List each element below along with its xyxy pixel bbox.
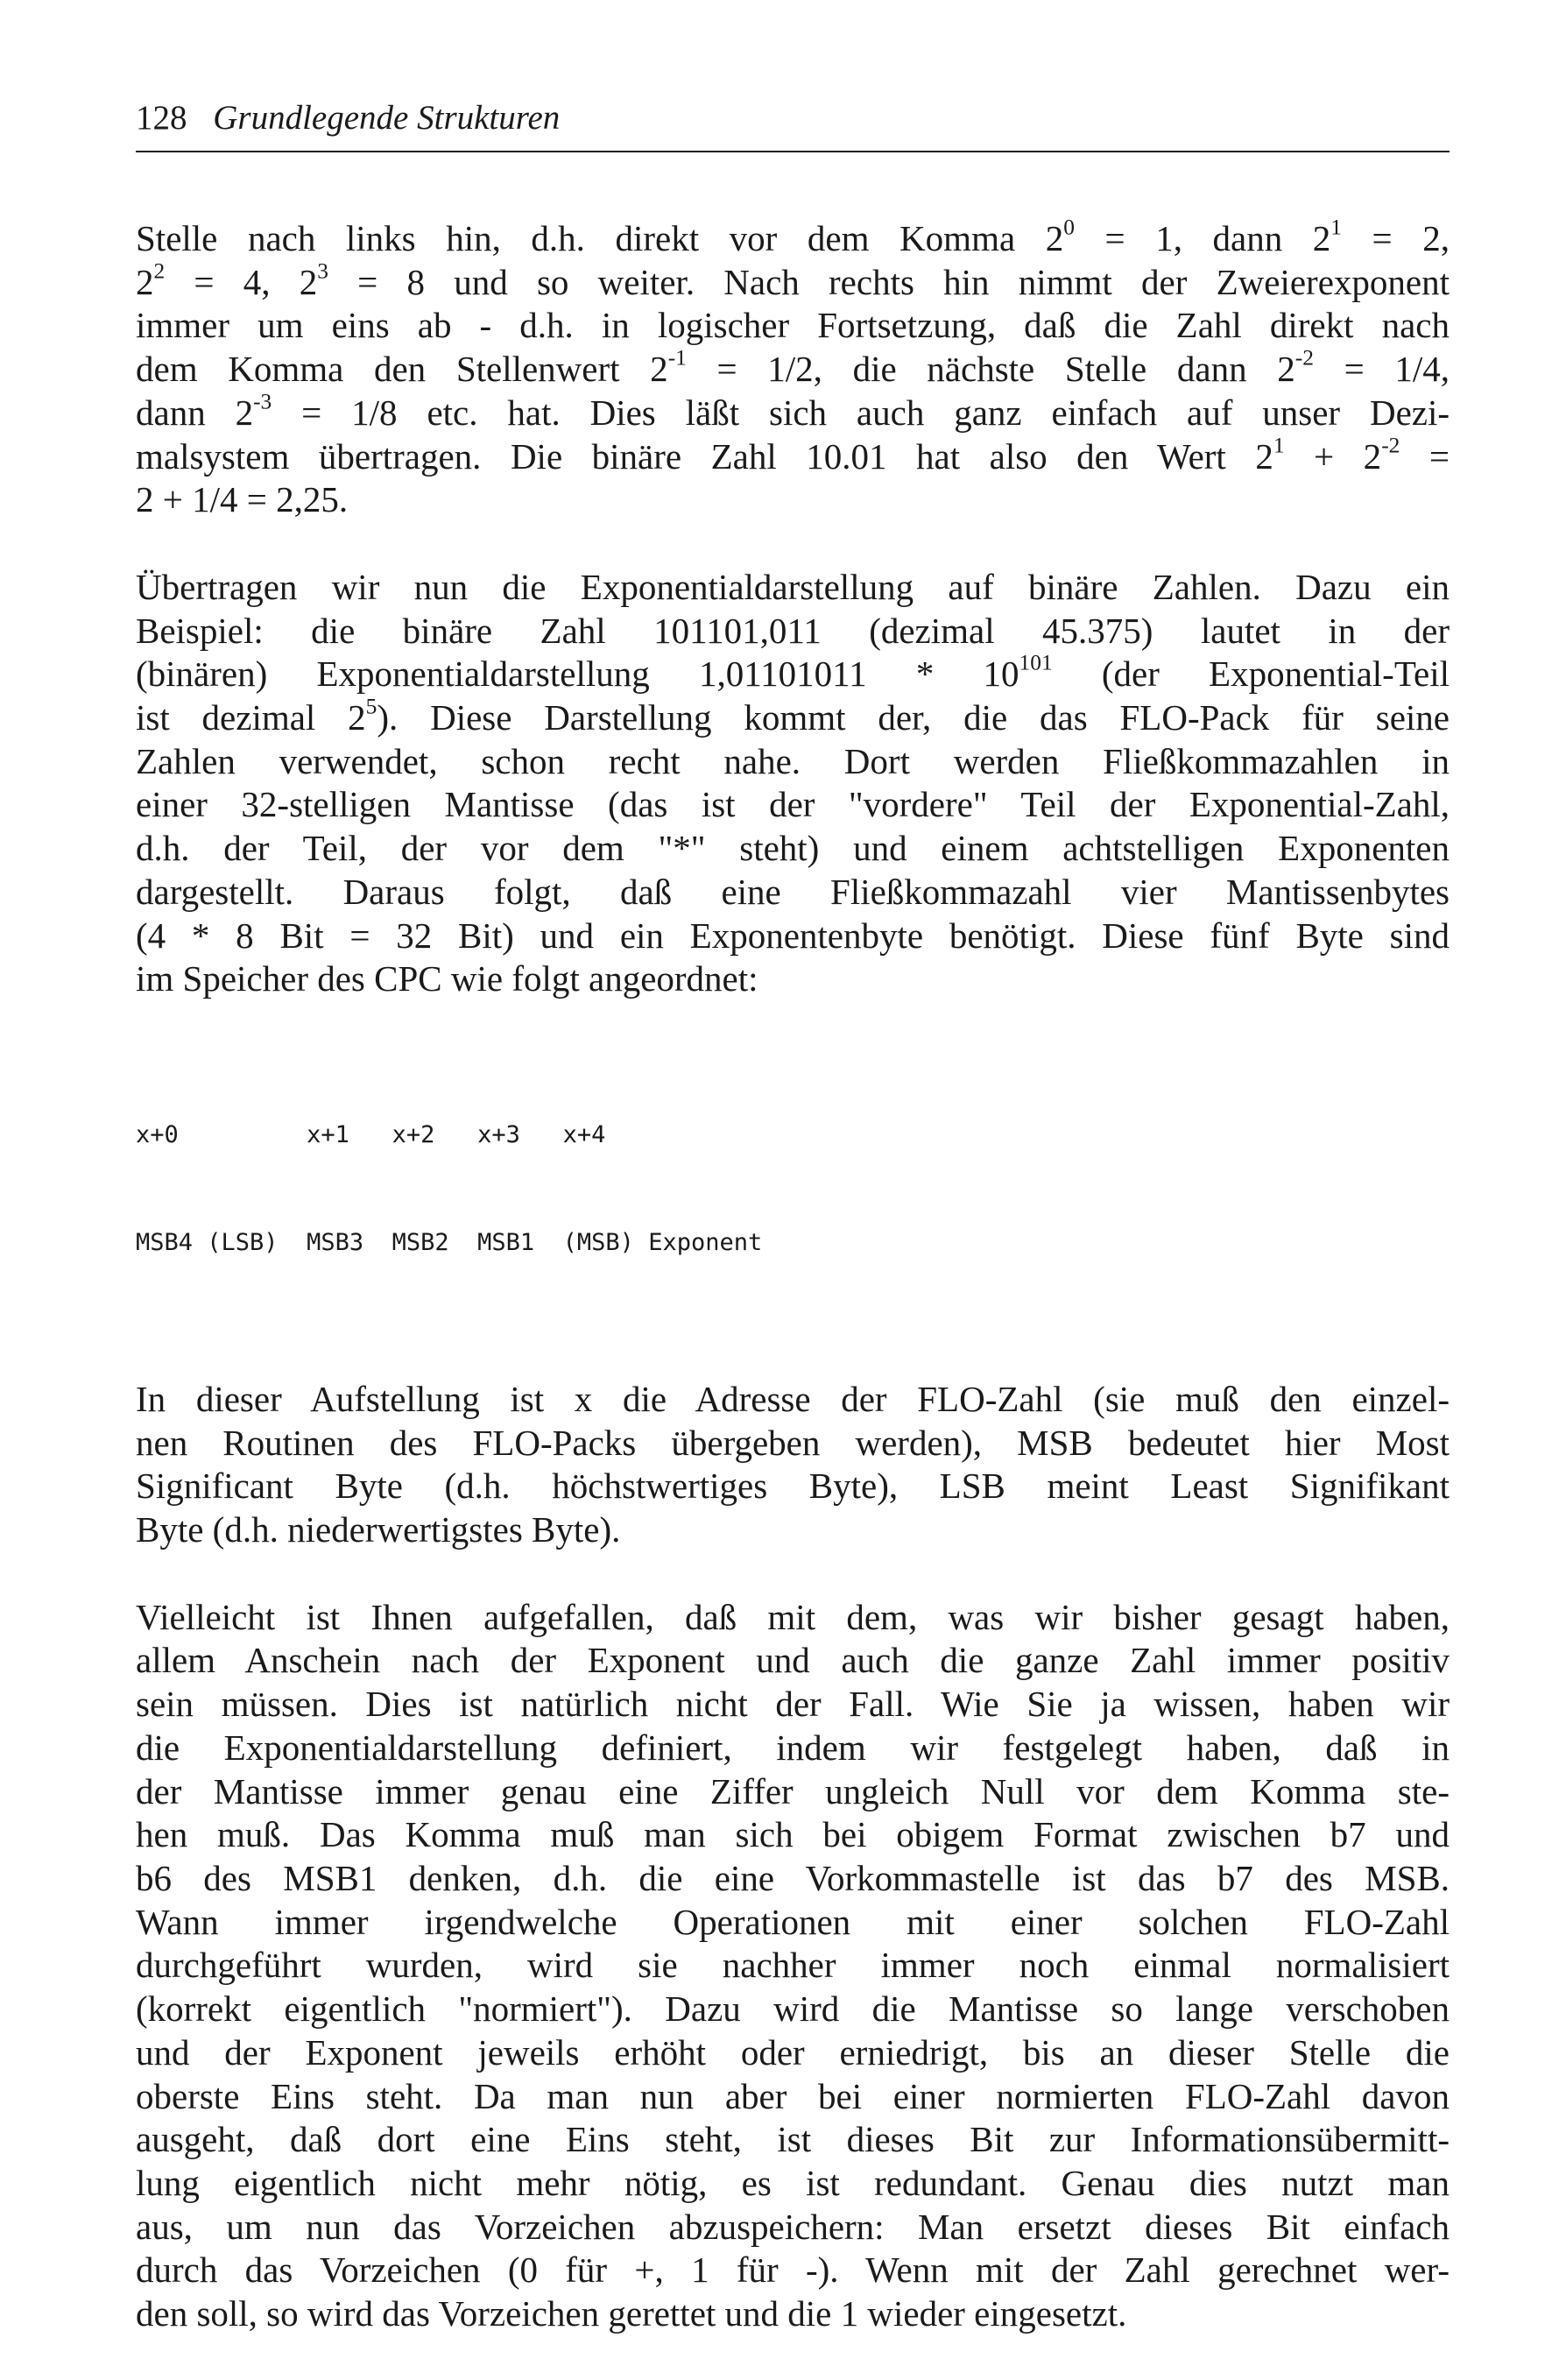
text-line: im Speicher des CPC wie folgt angeordnet: — [136, 958, 758, 999]
text-line: Byte (d.h. niederwertigstes Byte). — [136, 1509, 621, 1550]
byte-name-row: MSB4 (LSB) MSB3 MSB2 MSB1 (MSB) Exponent — [136, 1228, 763, 1256]
text-line: b6 des MSB1 denken, d.h. die eine Vorkommastelle ist das b7 des MSB. — [136, 1857, 1450, 1898]
text-line: einer 32-stelligen Mantisse (das ist der "vordere" Teil der Exponential-Zahl, — [136, 784, 1450, 825]
text-line: die Exponentialdarstellung definiert, indem wir festgelegt haben, daß in — [136, 1727, 1450, 1768]
text-line: der Mantisse immer genau eine Ziffer ungleich Null vor dem Komma ste- — [136, 1770, 1450, 1811]
text-line: Stelle nach links hin, d.h. direkt vor dem Komma $2^0 = 1$, dann $2^1 = 2$, — [136, 215, 1450, 258]
text-line: (binären) Exponentialdarstellung $1,01101011 * 10^{101}$ (der Exponential-Teil — [136, 651, 1450, 695]
text-line: ist dezimal $2^5$). Diese Darstellung kommt der, die das FLO-Pack für seine — [136, 694, 1450, 738]
running-header — [136, 96, 1450, 149]
text-line: Wann immer irgendwelche Operationen mit einer solchen FLO-Zahl — [136, 1901, 1450, 1942]
paragraph-normalization — [136, 1596, 1450, 2336]
text-line: durchgeführt wurden, wird sie nachher immer noch einmal normalisiert — [136, 1945, 1450, 1986]
header-rule — [136, 151, 1450, 152]
text-line: dargestellt. Daraus folgt, daß eine Fließkommazahl vier Mantissenbytes — [136, 871, 1450, 912]
text-line: Zahlen verwendet, schon recht nahe. Dort werden Fließkommazahlen in — [136, 740, 1450, 781]
page-number: 128 — [136, 99, 187, 137]
text-line: allem Anschein nach der Exponent und auch die ganze Zahl immer positiv — [136, 1640, 1450, 1681]
text-line: Vielleicht ist Ihnen aufgefallen, daß mit dem, was wir bisher gesagt haben, — [136, 1596, 1450, 1637]
text-line: sein müssen. Dies ist natürlich nicht der Fall. Wie Sie ja wissen, haben wir — [136, 1684, 1450, 1725]
text-line: durch das Vorzeichen (0 für +, 1 für -). Wenn mit der Zahl gerechnet wer- — [136, 2249, 1450, 2291]
text-line: den soll, so wird das Vorzeichen gerettet und die 1 wieder eingesetzt. — [136, 2293, 1127, 2334]
byte-layout-table — [136, 1045, 1450, 1332]
text-line: ausgeht, daß dort eine Eins steht, ist dieses Bit zur Informationsübermitt- — [136, 2119, 1450, 2160]
text-line: nen Routinen des FLO-Packs übergeben werden), MSB bedeutet hier Most — [136, 1422, 1450, 1463]
text-line: (4 * 8 Bit = 32 Bit) und ein Exponentenbyte benötigt. Diese fünf Byte sind — [136, 915, 1450, 956]
text-line: Übertragen wir nun die Exponentialdarstellung auf binäre Zahlen. Dazu ein — [136, 566, 1450, 607]
text-line: dann $2^{-3} = 1/8$ etc. hat. Dies läßt sich auch ganz einfach auf unser Dezi- — [136, 389, 1450, 433]
text-line: dem Komma den Stellenwert $2^{-1} = 1/2$, die nächste Stelle dann $2^{-2} = 1/4$, — [136, 345, 1450, 390]
text-line: und der Exponent jeweils erhöht oder erniedrigt, bis an dieser Stelle die — [136, 2031, 1450, 2073]
text-line: immer um eins ab - d.h. in logischer Fortsetzung, daß die Zahl direkt nach — [136, 305, 1450, 346]
chapter-title: Grundlegende Strukturen — [213, 99, 561, 137]
text-line: malsystem übertragen. Die binäre Zahl 10.01 hat also den Wert $2^1 + 2^{-2}$ = — [136, 433, 1450, 477]
page-body — [136, 217, 1450, 2380]
text-line: aus, um nun das Vorzeichen abzuspeichern: Man ersetzt dieses Bit einfach — [136, 2206, 1450, 2247]
text-line: d.h. der Teil, der vor dem "*" steht) und einem achtstelligen Exponenten — [136, 828, 1450, 869]
text-line: (korrekt eigentlich "normiert"). Dazu wird die Mantisse so lange verschoben — [136, 1988, 1450, 2030]
text-line: Beispiel: die binäre Zahl 101101,011 (dezimal 45.375) lautet in der — [136, 610, 1450, 651]
text-line: oberste Eins steht. Da man nun aber bei einer normierten FLO-Zahl davon — [136, 2075, 1450, 2116]
text-line: hen muß. Das Komma muß man sich bei obigem Format zwischen b7 und — [136, 1814, 1450, 1855]
text-line: $2^2 = 4$, $2^3 = 8$ und so weiter. Nach rechts hin nimmt der Zweierexponent — [136, 258, 1450, 302]
byte-offset-row: x+0 x+1 x+2 x+3 x+4 — [136, 1120, 606, 1148]
paragraph-table-explanation — [136, 1378, 1450, 1552]
paragraph-binary-place-values — [136, 217, 1450, 522]
paragraph-exponential-notation — [136, 566, 1450, 1001]
text-line: In dieser Aufstellung ist x die Adresse der FLO-Zahl (sie muß den einzel- — [136, 1378, 1450, 1419]
text-line: lung eigentlich nicht mehr nötig, es ist redundant. Genau dies nutzt man — [136, 2162, 1450, 2203]
text-line: 2 + 1/4 = 2,25. — [136, 479, 349, 520]
text-line: Significant Byte (d.h. höchstwertiges Byte), LSB meint Least Signifikant — [136, 1465, 1450, 1507]
